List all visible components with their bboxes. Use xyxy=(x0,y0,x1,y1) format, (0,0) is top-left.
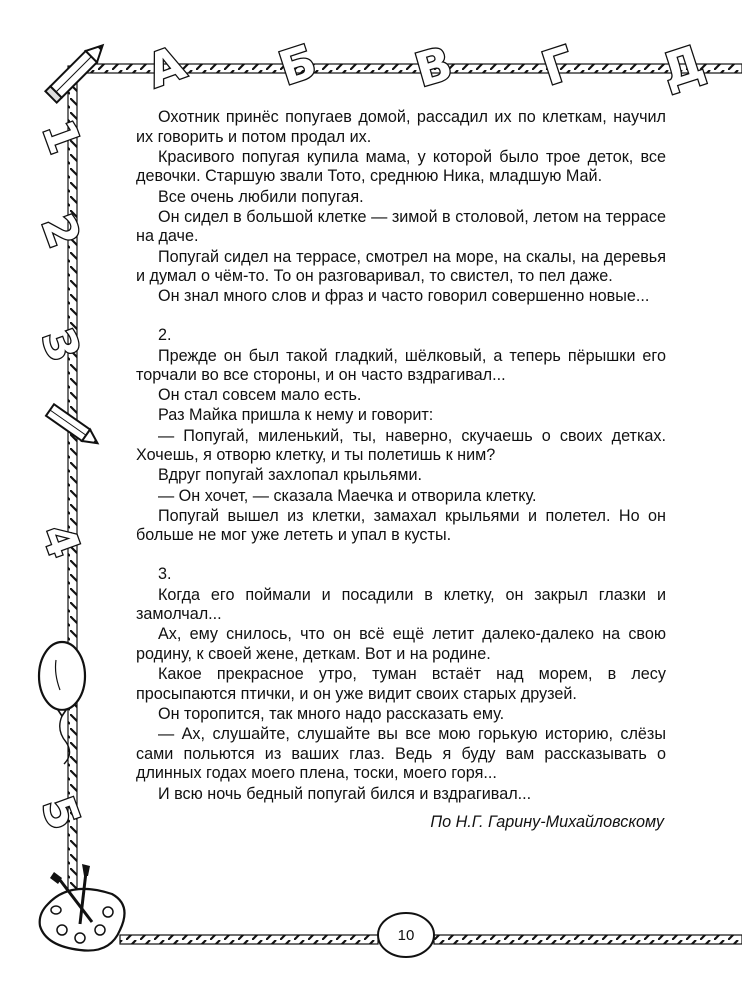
dialogue-line: — Попугай, миленький, ты, наверно, скучаешь о своих детках. Хочешь, я отворю клетку, и ты полетишь к ним? xyxy=(136,426,666,465)
section-number: 2. xyxy=(158,325,172,344)
side-number: 1 xyxy=(31,113,91,161)
paragraph: Попугай сидел на террасе, смотрел на море, на скалы, на деревья и думал о чём-то. То он разговаривал, то свистел, то пел даже. xyxy=(136,247,666,286)
side-number: 2 xyxy=(31,208,90,255)
dialogue-line: — Он хочет, — сказала Маечка и отворила клетку. xyxy=(158,486,537,505)
palette-icon xyxy=(40,864,125,951)
paragraph: Он сидел в большой клетке — зимой в столовой, летом на террасе на даче. xyxy=(136,207,666,246)
header-letter: В xyxy=(409,35,458,98)
page-number: 10 xyxy=(397,926,415,944)
header-letter: Б xyxy=(272,33,323,96)
paragraph: Он торопится, так много надо рассказать ему. xyxy=(158,704,505,723)
bottom-rope-right xyxy=(434,935,742,944)
header-letter: Д xyxy=(654,34,711,99)
paragraph: Охотник принёс попугаев домой, рассадил их по клеткам, научил их говорить и потом продал их. xyxy=(136,108,666,146)
balloon-icon xyxy=(39,642,85,764)
paragraph: Он стал совсем мало есть. xyxy=(158,386,362,405)
paragraph: Какое прекрасное утро, туман встаёт над морем, в лесу просыпаются птички, и он уже видит своих старых друзей. xyxy=(136,665,666,703)
section-number: 3. xyxy=(158,565,172,583)
story-text xyxy=(136,108,666,849)
paragraph: Он знал много слов и фраз и часто говорил совершенно новые... xyxy=(158,287,650,306)
paragraph: Прежде он был такой гладкий, шёлковый, а теперь пёрышки его торчали во все стороны, и он часто вздрагивал... xyxy=(136,346,666,385)
side-number: 3 xyxy=(31,322,90,369)
paragraph: Ах, ему снилось, что он всё ещё летит далеко-далеко на свою родину, к своей жене, деткам. Вот и на родине. xyxy=(136,625,666,663)
paragraph: Попугай вышел из клетки, замахал крыльями и полетел. Но он больше не мог уже лететь и упал в кусты. xyxy=(136,506,666,545)
paragraph: Когда его поймали и посадили в клетку, он закрыл глазки и замолчал... xyxy=(136,585,666,624)
header-letter: Г xyxy=(535,35,581,96)
side-number: 5 xyxy=(31,790,90,837)
header-letter: А xyxy=(139,35,192,99)
paragraph: Все очень любили попугая. xyxy=(158,187,364,206)
bottom-rope-left xyxy=(120,935,378,944)
paragraph: Раз Майка пришла к нему и говорит: xyxy=(158,406,434,425)
side-number: 4 xyxy=(31,518,90,565)
paragraph: Красивого попугая купила мама, у которой было трое деток, все девочки. Старшую звали Тото, среднюю Ника, младшую Май. xyxy=(136,147,666,186)
paragraph: Вдруг попугай захлопал крыльями. xyxy=(158,466,422,485)
paragraph: И всю ночь бедный попугай бился и вздрагивал... xyxy=(158,784,532,803)
author-attribution: По Н.Г. Гарину-Михайловскому xyxy=(430,813,664,832)
dialogue-line: — Ах, слушайте, слушайте вы все мою горькую историю, слёзы сами польются из ваших глаз. Ведь я буду вам рассказывать о длинных годах моего плена, тоски, моего горя... xyxy=(136,725,666,783)
